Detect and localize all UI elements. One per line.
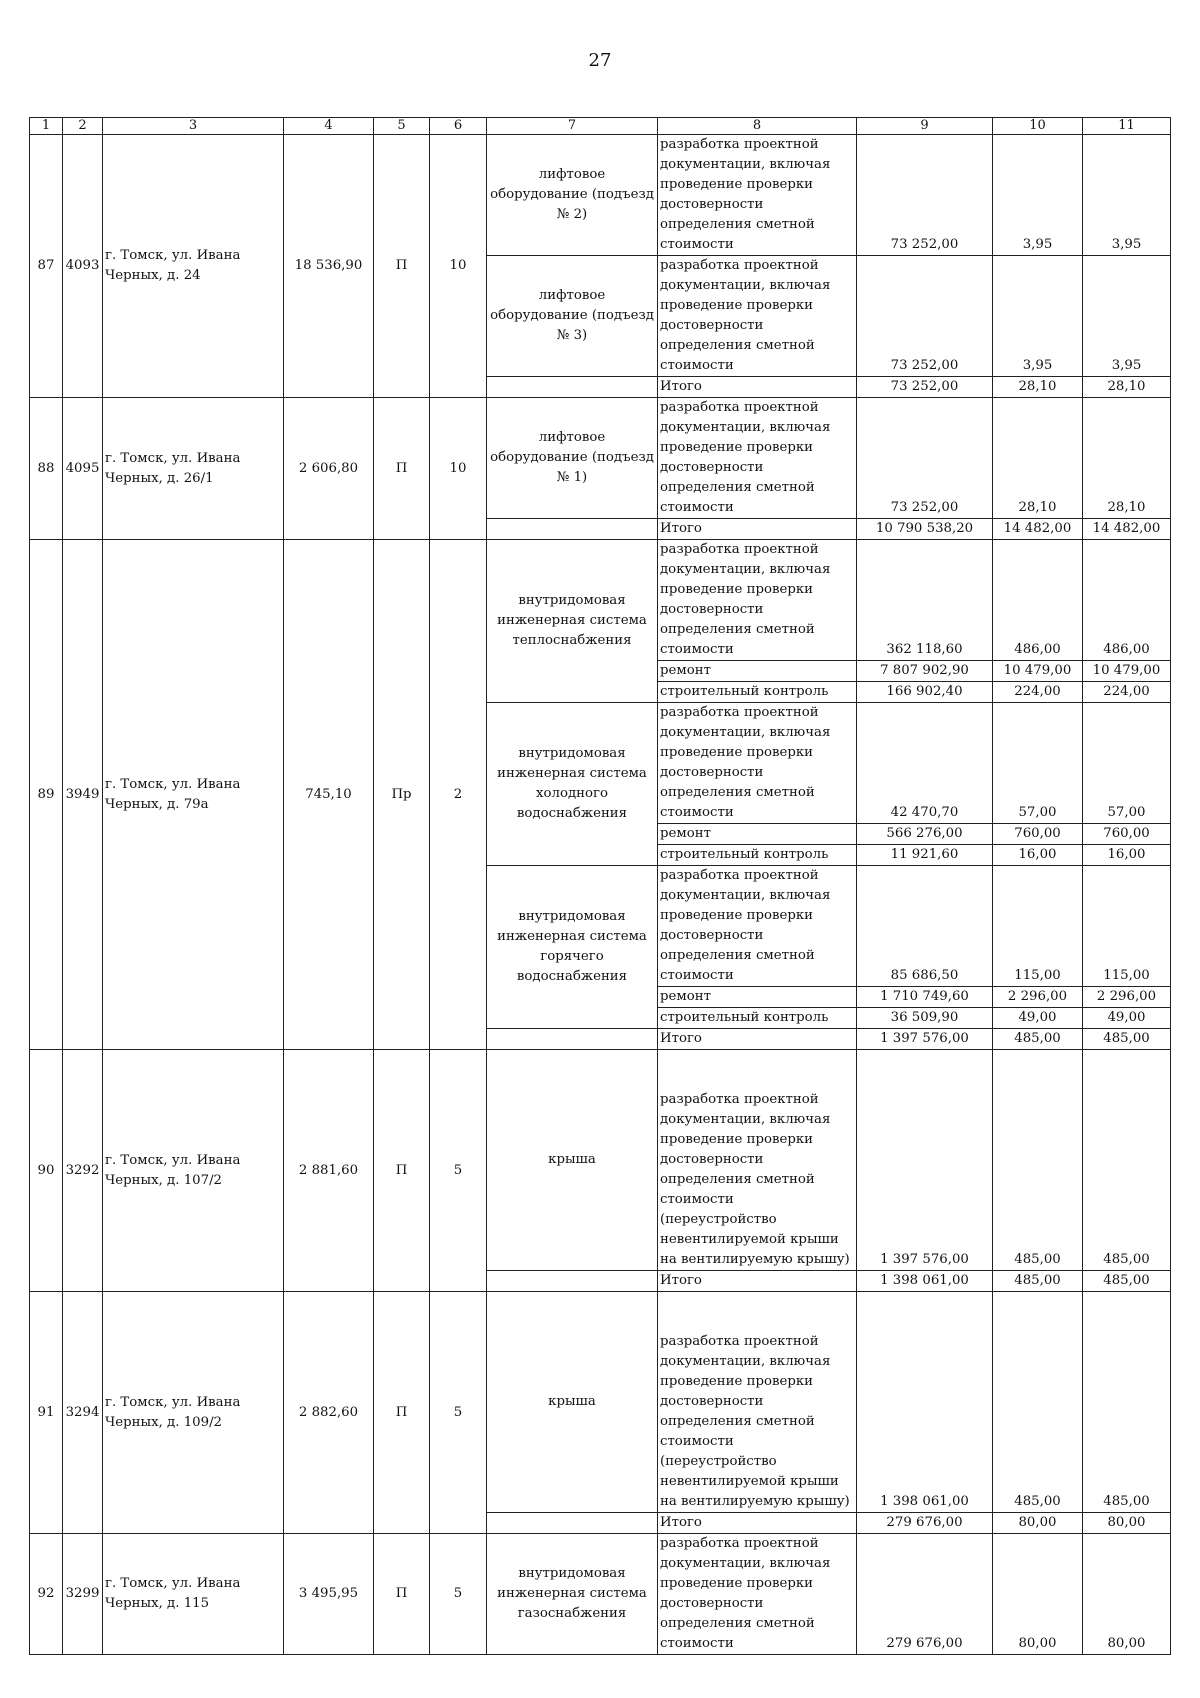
cost-value: 49,00: [1083, 1008, 1171, 1029]
column-number: 6: [430, 118, 487, 135]
cost-value: 1 710 749,60: [857, 987, 993, 1008]
house-area: 745,10: [284, 540, 374, 1050]
floor-count: 5: [430, 1534, 487, 1655]
column-number: 1: [30, 118, 63, 135]
row-number: 91: [30, 1292, 63, 1534]
work-type: разработка проектной документации, включая проведение проверки достоверности определения сметной стоимости (переустройство невентилируемой крыши на вентилируемую крышу): [658, 1050, 857, 1271]
cost-value: 115,00: [1083, 866, 1171, 987]
cost-value: 73 252,00: [857, 398, 993, 519]
total-value: 1 398 061,00: [857, 1271, 993, 1292]
cost-value: 2 296,00: [1083, 987, 1171, 1008]
work-type: разработка проектной документации, включая проведение проверки достоверности определения сметной стоимости: [658, 1534, 857, 1655]
structural-element: крыша: [487, 1050, 658, 1271]
cost-value: 16,00: [993, 845, 1083, 866]
total-value: 14 482,00: [993, 519, 1083, 540]
floor-count: 5: [430, 1292, 487, 1534]
cost-value: 166 902,40: [857, 682, 993, 703]
house-area: 2 606,80: [284, 398, 374, 540]
cost-value: 36 509,90: [857, 1008, 993, 1029]
work-type: строительный контроль: [658, 682, 857, 703]
column-number: 3: [103, 118, 284, 135]
cost-value: 49,00: [993, 1008, 1083, 1029]
column-number: 7: [487, 118, 658, 135]
total-value: 485,00: [993, 1271, 1083, 1292]
structural-element: внутридомовая инженерная система горячего водоснабжения: [487, 866, 658, 1029]
house-code: 3294: [63, 1292, 103, 1534]
cost-value: 224,00: [993, 682, 1083, 703]
house-code: 4093: [63, 135, 103, 398]
cost-value: 28,10: [993, 398, 1083, 519]
wall-material: Пр: [374, 540, 430, 1050]
cost-value: 57,00: [1083, 703, 1171, 824]
table-row: [30, 1534, 1171, 1655]
row-number: 87: [30, 135, 63, 398]
total-value: 14 482,00: [1083, 519, 1171, 540]
house-area: 18 536,90: [284, 135, 374, 398]
table-row: [30, 540, 1171, 661]
house-address: г. Томск, ул. Ивана Черных, д. 26/1: [103, 398, 284, 540]
total-value: 80,00: [993, 1513, 1083, 1534]
cost-value: 1 398 061,00: [857, 1292, 993, 1513]
work-type: разработка проектной документации, включая проведение проверки достоверности определения сметной стоимости: [658, 540, 857, 661]
cost-value: 362 118,60: [857, 540, 993, 661]
column-number: 5: [374, 118, 430, 135]
table-row: [30, 135, 1171, 256]
wall-material: П: [374, 135, 430, 398]
house-code: 4095: [63, 398, 103, 540]
cost-value: 3,95: [1083, 256, 1171, 377]
total-label: Итого: [658, 1513, 857, 1534]
cost-value: 3,95: [993, 256, 1083, 377]
wall-material: П: [374, 1292, 430, 1534]
cost-value: 760,00: [1083, 824, 1171, 845]
row-number: 89: [30, 540, 63, 1050]
floor-count: 10: [430, 398, 487, 540]
total-value: 28,10: [993, 377, 1083, 398]
work-type: строительный контроль: [658, 1008, 857, 1029]
work-type: разработка проектной документации, включая проведение проверки достоверности определения сметной стоимости: [658, 703, 857, 824]
total-value: 28,10: [1083, 377, 1171, 398]
work-type: строительный контроль: [658, 845, 857, 866]
total-value: 10 790 538,20: [857, 519, 993, 540]
cost-value: 16,00: [1083, 845, 1171, 866]
row-number: 90: [30, 1050, 63, 1292]
house-code: 3299: [63, 1534, 103, 1655]
table-row: [30, 1050, 1171, 1271]
work-type: разработка проектной документации, включая проведение проверки достоверности определения сметной стоимости: [658, 866, 857, 987]
table-row: [30, 398, 1171, 519]
cost-value: 73 252,00: [857, 135, 993, 256]
house-code: 3949: [63, 540, 103, 1050]
work-type: разработка проектной документации, включая проведение проверки достоверности определения сметной стоимости: [658, 256, 857, 377]
house-area: 2 882,60: [284, 1292, 374, 1534]
column-number: 11: [1083, 118, 1171, 135]
structural-element: внутридомовая инженерная система газоснабжения: [487, 1534, 658, 1655]
total-value: 73 252,00: [857, 377, 993, 398]
column-number: 8: [658, 118, 857, 135]
work-type: ремонт: [658, 987, 857, 1008]
total-value: 485,00: [993, 1029, 1083, 1050]
house-address: г. Томск, ул. Ивана Черных, д. 79а: [103, 540, 284, 1050]
house-area: 3 495,95: [284, 1534, 374, 1655]
total-label: Итого: [658, 377, 857, 398]
cost-value: 7 807 902,90: [857, 661, 993, 682]
column-number-row: [30, 118, 1171, 135]
cost-value: 11 921,60: [857, 845, 993, 866]
house-address: г. Томск, ул. Ивана Черных, д. 107/2: [103, 1050, 284, 1292]
cost-value: 80,00: [993, 1534, 1083, 1655]
table-row: [30, 1292, 1171, 1513]
element-blank: [487, 1513, 658, 1534]
total-value: 279 676,00: [857, 1513, 993, 1534]
cost-value: 73 252,00: [857, 256, 993, 377]
cost-value: 224,00: [1083, 682, 1171, 703]
wall-material: П: [374, 398, 430, 540]
cost-value: 566 276,00: [857, 824, 993, 845]
house-address: г. Томск, ул. Ивана Черных, д. 109/2: [103, 1292, 284, 1534]
cost-value: 10 479,00: [993, 661, 1083, 682]
work-type: ремонт: [658, 661, 857, 682]
page-number: 27: [588, 50, 612, 71]
cost-value: 2 296,00: [993, 987, 1083, 1008]
element-blank: [487, 519, 658, 540]
total-label: Итого: [658, 1029, 857, 1050]
column-number: 2: [63, 118, 103, 135]
cost-value: 28,10: [1083, 398, 1171, 519]
cost-value: 57,00: [993, 703, 1083, 824]
total-label: Итого: [658, 519, 857, 540]
column-number: 9: [857, 118, 993, 135]
work-type: ремонт: [658, 824, 857, 845]
cost-value: 279 676,00: [857, 1534, 993, 1655]
column-number: 10: [993, 118, 1083, 135]
structural-element: внутридомовая инженерная система теплоснабжения: [487, 540, 658, 703]
structural-element: внутридомовая инженерная система холодного водоснабжения: [487, 703, 658, 866]
house-address: г. Томск, ул. Ивана Черных, д. 24: [103, 135, 284, 398]
cost-value: 80,00: [1083, 1534, 1171, 1655]
cost-value: 485,00: [993, 1050, 1083, 1271]
column-number: 4: [284, 118, 374, 135]
total-value: 485,00: [1083, 1271, 1171, 1292]
work-type: разработка проектной документации, включая проведение проверки достоверности определения сметной стоимости: [658, 135, 857, 256]
work-type: разработка проектной документации, включая проведение проверки достоверности определения сметной стоимости (переустройство невентилируемой крыши на вентилируемую крышу): [658, 1292, 857, 1513]
wall-material: П: [374, 1050, 430, 1292]
total-value: 1 397 576,00: [857, 1029, 993, 1050]
structural-element: крыша: [487, 1292, 658, 1513]
structural-element: лифтовое оборудование (подъезд № 3): [487, 256, 658, 377]
floor-count: 5: [430, 1050, 487, 1292]
element-blank: [487, 377, 658, 398]
total-value: 80,00: [1083, 1513, 1171, 1534]
element-blank: [487, 1271, 658, 1292]
element-blank: [487, 1029, 658, 1050]
total-label: Итого: [658, 1271, 857, 1292]
wall-material: П: [374, 1534, 430, 1655]
cost-value: 485,00: [1083, 1292, 1171, 1513]
house-code: 3292: [63, 1050, 103, 1292]
total-value: 485,00: [1083, 1029, 1171, 1050]
house-address: г. Томск, ул. Ивана Черных, д. 115: [103, 1534, 284, 1655]
table-body: [30, 135, 1171, 1655]
structural-element: лифтовое оборудование (подъезд № 1): [487, 398, 658, 519]
floor-count: 10: [430, 135, 487, 398]
floor-count: 2: [430, 540, 487, 1050]
structural-element: лифтовое оборудование (подъезд № 2): [487, 135, 658, 256]
row-number: 92: [30, 1534, 63, 1655]
cost-value: 3,95: [993, 135, 1083, 256]
cost-value: 486,00: [993, 540, 1083, 661]
cost-value: 485,00: [993, 1292, 1083, 1513]
cost-value: 760,00: [993, 824, 1083, 845]
cost-value: 115,00: [993, 866, 1083, 987]
cost-value: 3,95: [1083, 135, 1171, 256]
row-number: 88: [30, 398, 63, 540]
cost-value: 10 479,00: [1083, 661, 1171, 682]
cost-value: 485,00: [1083, 1050, 1171, 1271]
house-area: 2 881,60: [284, 1050, 374, 1292]
work-type: разработка проектной документации, включая проведение проверки достоверности определения сметной стоимости: [658, 398, 857, 519]
cost-value: 1 397 576,00: [857, 1050, 993, 1271]
repair-plan-table: [29, 117, 1171, 1655]
cost-value: 42 470,70: [857, 703, 993, 824]
cost-value: 85 686,50: [857, 866, 993, 987]
cost-value: 486,00: [1083, 540, 1171, 661]
